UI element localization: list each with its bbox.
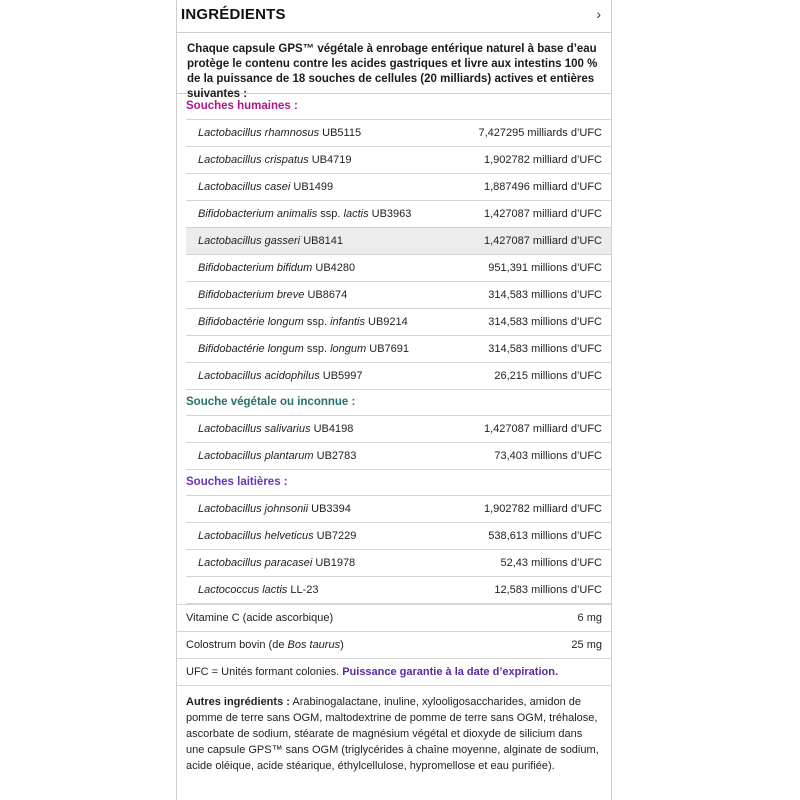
ingredients-header[interactable] <box>177 0 611 33</box>
strain-row <box>186 281 611 308</box>
strain-amount: 73,403 millions d’UFC <box>494 450 602 462</box>
section-human-title: Souches humaines : <box>186 100 298 112</box>
other-ingredients-label: Autres ingrédients : <box>186 696 290 708</box>
strain-name: Bifidobactérie longum ssp. longum UB7691 <box>198 343 410 355</box>
strain-row <box>186 415 611 442</box>
strain-name: Lactobacillus casei UB1499 <box>198 181 334 193</box>
guarantee-text: Puissance garantie à la date d’expiration. <box>342 666 559 678</box>
human-strains-list <box>177 119 611 390</box>
strain-row <box>186 119 611 146</box>
strain-row <box>186 335 611 362</box>
strain-amount: 1,902782 milliard d’UFC <box>484 154 602 166</box>
strain-row <box>186 173 611 200</box>
strain-name: Lactobacillus rhamnosus UB5115 <box>198 127 362 139</box>
strain-name: Lactobacillus paracasei UB1978 <box>198 557 356 569</box>
strain-amount: 12,583 millions d’UFC <box>494 584 602 596</box>
strain-row <box>186 576 611 604</box>
strain-amount: 26,215 millions d’UFC <box>494 370 602 382</box>
footnote-text: UFC = Unités formant colonies. <box>186 666 340 678</box>
strain-name: Lactobacillus salivarius UB4198 <box>198 423 354 435</box>
other-ingredients <box>177 685 611 774</box>
strain-amount: 1,427087 milliard d’UFC <box>484 208 602 220</box>
strain-amount: 1,887496 milliard d’UFC <box>484 181 602 193</box>
strain-amount: 314,583 millions d’UFC <box>488 289 602 301</box>
extra-amount: 25 mg <box>571 639 602 651</box>
strain-amount: 314,583 millions d’UFC <box>488 316 602 328</box>
strain-amount: 1,902782 milliard d’UFC <box>484 503 602 515</box>
strain-name: Bifidobacterium breve UB8674 <box>198 289 348 301</box>
dairy-strains-list <box>177 495 611 604</box>
strain-row <box>186 308 611 335</box>
strain-amount: 951,391 millions d’UFC <box>488 262 602 274</box>
strain-amount: 7,427295 milliards d’UFC <box>478 127 602 139</box>
intro-text: Chaque capsule GPS™ végétale à enrobage entérique naturel à base d’eau protège le contenu contre les acides gastriques et livre aux intestins 100 % de la puissance de 18 souches de cellules (20 milliards) actives et entières suivantes : <box>187 43 598 100</box>
extra-amount: 6 mg <box>577 612 602 624</box>
strain-row <box>186 442 611 470</box>
strain-row <box>186 495 611 522</box>
section-plant-title: Souche végétale ou inconnue : <box>186 396 356 408</box>
plant-strains-list <box>177 415 611 470</box>
strain-row <box>186 146 611 173</box>
chevron-right-icon[interactable]: › <box>596 6 601 22</box>
strain-name: Lactococcus lactis LL-23 <box>198 584 319 596</box>
strain-amount: 538,613 millions d’UFC <box>488 530 602 542</box>
strain-name: Lactobacillus crispatus UB4719 <box>198 154 352 166</box>
strain-amount: 314,583 millions d’UFC <box>488 343 602 355</box>
extra-name: Colostrum bovin (de Bos taurus) <box>186 639 344 651</box>
footnote <box>177 658 611 685</box>
extra-name: Vitamine C (acide ascorbique) <box>186 612 334 624</box>
ingredients-title: INGRÉDIENTS <box>181 6 286 23</box>
strain-row <box>186 362 611 390</box>
strain-name: Lactobacillus plantarum UB2783 <box>198 450 357 462</box>
other-ingredients-text: Arabinogalactane, inuline, xylooligosaccharides, amidon de pomme de terre sans OGM, maltodextrine de pomme de terre sans OGM, tréhalose, ascorbate de sodium, stéarate de magnésium végétal et dioxyde de silicium dans une capsule GPS™ sans OGM (triglycérides à chaîne moyenne, alginate de sodium, acide oléique, acide stéarique, éthylcellulose, hypromellose et eau purifiée). <box>186 696 599 772</box>
section-dairy-title: Souches laitières : <box>186 476 288 488</box>
strain-name: Lactobacillus gasseri UB8141 <box>198 235 343 247</box>
strain-row <box>186 254 611 281</box>
strain-name: Lactobacillus helveticus UB7229 <box>198 530 357 542</box>
ingredients-panel <box>176 0 612 800</box>
strain-name: Lactobacillus johnsonii UB3394 <box>198 503 351 515</box>
strain-name: Bifidobacterium bifidum UB4280 <box>198 262 356 274</box>
strain-name: Bifidobacterium animalis ssp. lactis UB3963 <box>198 208 412 220</box>
strain-name: Lactobacillus acidophilus UB5997 <box>198 370 363 382</box>
strain-row <box>186 200 611 227</box>
strain-row <box>186 549 611 576</box>
strain-amount: 1,427087 milliard d’UFC <box>484 423 602 435</box>
strain-row <box>186 522 611 549</box>
extra-row-vitamin-c <box>177 604 611 631</box>
strain-amount: 52,43 millions d’UFC <box>500 557 602 569</box>
strain-row <box>186 227 611 254</box>
strain-name: Bifidobactérie longum ssp. infantis UB9214 <box>198 316 408 328</box>
strain-amount: 1,427087 milliard d’UFC <box>484 235 602 247</box>
extra-row-colostrum <box>177 631 611 658</box>
